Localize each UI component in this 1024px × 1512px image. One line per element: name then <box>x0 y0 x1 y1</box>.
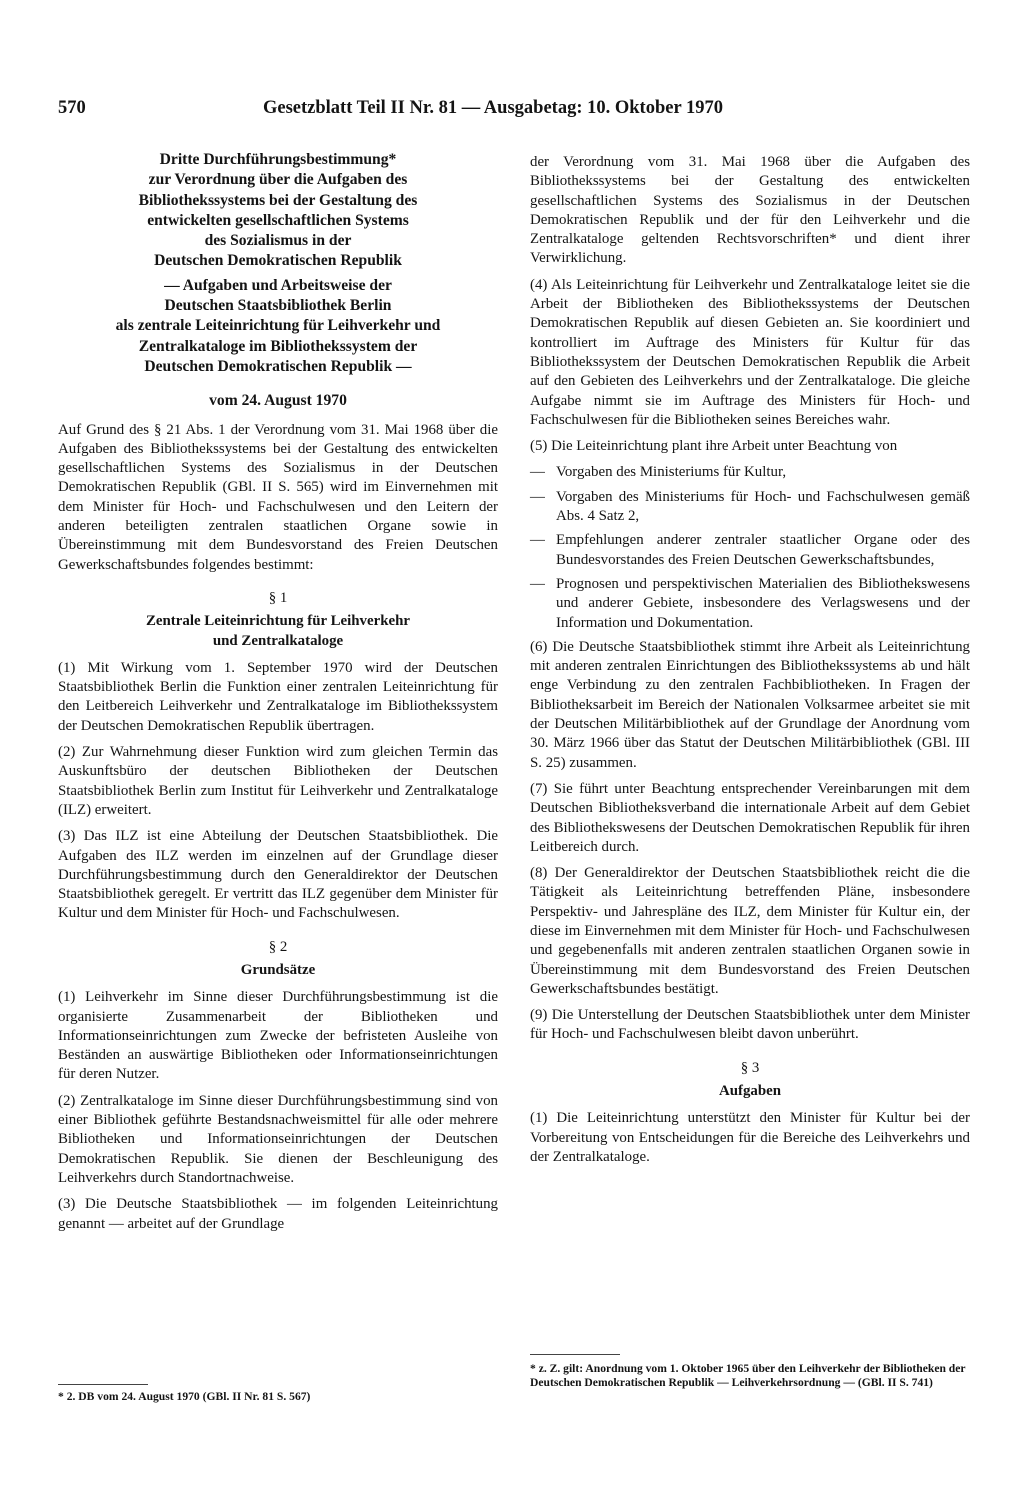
title-line: Dritte Durchführungsbestimmung* <box>159 151 397 168</box>
running-title: Gesetzblatt Teil II Nr. 81 — Ausgabetag: 10. Oktober 1970 <box>263 98 723 118</box>
subtitle-line: Zentralkataloge im Bibliothekssystem der <box>138 337 418 355</box>
section-2-number: § 2 <box>268 938 288 955</box>
heading-line: und Zentralkataloge <box>212 632 344 649</box>
left-column <box>58 150 498 1241</box>
dash-mark: — <box>530 464 545 481</box>
paragraph: (5) Die Leiteinrichtung plant ihre Arbeit unter Beachtung von <box>530 438 898 455</box>
footnote-left: * 2. DB vom 24. August 1970 (GBl. II Nr. 81 S. 567) <box>58 1390 311 1403</box>
paragraph: (3) Die Deutsche Staatsbibliothek — im folgenden Leiteinrichtung genannt — arbeitet auf der Grundlage <box>58 1196 498 1232</box>
paragraph: (1) Leihverkehr im Sinne dieser Durchführungsbestimmung ist die organisierte Zusammenarbeit der Bibliotheken und Informationseinrichtungen zum Zwecke der befristeten Ausleihe von Beständen an auswärtige Bibliotheken oder Informationseinrichtungen für deren Nutzer. <box>58 989 498 1083</box>
right-column <box>530 153 970 1174</box>
preamble: Auf Grund des § 21 Abs. 1 der Verordnung vom 31. Mai 1968 über die Aufgaben des Bibliothekssystems bei der Gestaltung des entwickelten gesellschaftlichen Systems des Sozialismus in der Deutschen Demokratischen Republik (GBl. II S. 565) wird im Einvernehmen mit dem Minister für Hoch- und Fachschulwesen und den Leitern der anderen beteiligten zentralen staatlichen Organe sowie in Übereinstimmung mit dem Bundesvorstand des Freien Deutschen Gewerkschaftsbundes folgendes bestimmt: <box>58 421 498 573</box>
subtitle-line: als zentrale Leiteinrichtung für Leihverkehr und <box>115 317 441 335</box>
heading-line: Zentrale Leiteinrichtung für Leihverkehr <box>145 613 410 630</box>
dash-mark: — <box>530 575 545 592</box>
dash-item-text: Vorgaben des Ministeriums für Hoch- und Fachschulwesen gemäß Abs. 4 Satz 2, <box>556 488 970 525</box>
dash-item-text: Prognosen und perspektivischen Materialien des Bibliothekswesens und anderer Gebiete, insbesondere des Verlagswesens und der Information und Dokumentation. <box>556 575 970 631</box>
dash-mark: — <box>530 532 545 549</box>
paragraph: (8) Der Generaldirektor der Deutschen Staatsbibliothek reicht die die Tätigkeit als Leiteinrichtung betreffenden Pläne, insbesondere Perspektiv- und Jahrespläne des ILZ, dem Minister für Kultur ein, der diese im Einvernehmen mit dem Minister für Hoch- und Fachschulwesen und gegebenenfalls mit anderen zentralen staatlichen Organen sowie in Übereinstimmung mit dem Bundesvorstand des Freien Deutschen Gewerkschaftsbundes bestätigt. <box>530 865 970 997</box>
footnote-rule <box>58 1384 148 1385</box>
dash-item-text: Empfehlungen anderer zentraler staatlicher Organe oder des Bundesvorstandes des Freien Deutschen Gewerkschaftsbundes, <box>556 532 970 568</box>
section-1-heading <box>58 612 498 651</box>
dash-list-item <box>530 488 970 527</box>
paragraph: (9) Die Unterstellung der Deutschen Staatsbibliothek unter dem Minister für Hoch- und Fachschulwesen bleibt davon unberührt. <box>530 1007 970 1043</box>
dash-list-item <box>530 575 970 633</box>
paragraph: (2) Zentralkataloge im Sinne dieser Durchführungsbestimmung sind von einer Bibliothek geführte Bestandsnachweismittel für alle oder mehrere Bibliotheken und Informationseinrichtungen der Deutschen Demokratischen Republik. Sie dienen der Beschleunigung des Leihverkehrs durch Standortnachweise. <box>58 1092 498 1186</box>
paragraph: der Verordnung vom 31. Mai 1968 über die Aufgaben des Bibliothekssystems bei der Gestaltung des entwickelten gesellschaftlichen Systems des Sozialismus in der Deutschen Demokratischen Republik und der für den Leihverkehr und die Zentralkataloge geltenden Rechtsvorschriften* und dient ihrer Verwirklichung. <box>530 154 970 267</box>
subtitle-line: Deutschen Staatsbibliothek Berlin <box>164 297 392 315</box>
title-line: Bibliothekssystems bei der Gestaltung des <box>138 191 418 209</box>
document-title <box>58 150 498 272</box>
paragraph: (3) Das ILZ ist eine Abteilung der Deutschen Staatsbibliothek. Die Aufgaben des ILZ werden im einzelnen auf der Grundlage dieser Durchführungsbestimmung durch den Generaldirektor der Deutschen Staatsbibliothek geregelt. Er vertritt das ILZ gegenüber dem Minister für Kultur und dem Minister für Hoch- und Fachschulwesen. <box>58 828 498 922</box>
title-line: entwickelten gesellschaftlichen Systems <box>147 211 409 229</box>
paragraph: (2) Zur Wahrnehmung dieser Funktion wird zum gleichen Termin das Auskunftsbüro der deutschen Bibliotheken der Deutschen Staatsbibliothek Berlin zum Institut für Leihverkehr und Zentralkataloge (ILZ) erweitert. <box>58 744 498 818</box>
section-1-number: § 1 <box>268 589 288 606</box>
subtitle-line: Deutschen Demokratischen Republik — <box>144 357 412 375</box>
subtitle-line: — Aufgaben und Arbeitsweise der <box>164 276 392 294</box>
dash-mark: — <box>530 488 545 505</box>
title-line: zur Verordnung über die Aufgaben des <box>148 171 408 189</box>
section-3-heading: Aufgaben <box>718 1083 782 1100</box>
paragraph: (6) Die Deutsche Staatsbibliothek stimmt ihre Arbeit als Leiteinrichtung mit anderen zentralen Einrichtungen des Bibliothekssystems ab und hält enge Verbindung zu den zentralen Fachbibliotheken. In Fragen der Bibliotheksarbeit im Bereich der Nationalen Volksarmee arbeitet sie mit der Deutschen Militärbibliothek auf der Grundlage der Anordnung vom 30. März 1966 über das Statut der Deutschen Militärbibliothek (GBl. III S. 25) zusammen. <box>530 638 970 771</box>
title-line: des Sozialismus in der <box>204 232 352 250</box>
paragraph: (1) Mit Wirkung vom 1. September 1970 wird der Deutschen Staatsbibliothek Berlin die Funktion einer zentralen Leiteinrichtung für den Leitbereich Leihverkehr und Zentralkataloge im Bibliothekssystem der Deutschen Demokratischen Republik übertragen. <box>58 659 498 734</box>
paragraph: (7) Sie führt unter Beachtung entsprechender Vereinbarungen mit dem Deutschen Bibliotheksverband die internationale Arbeit auf dem Gebiet des Bibliothekswesens der Deutschen Demokratischen Republik für ihren Leitbereich durch. <box>530 780 970 855</box>
title-line: Deutschen Demokratischen Republik <box>154 252 402 270</box>
dash-list-item <box>530 531 970 570</box>
footnote-right: * z. Z. gilt: Anordnung vom 1. Oktober 1965 über den Leihverkehr der Bibliotheken der Deutschen Demokratischen Republik — Leihverkehrsordnung — (GBl. II S. 741) <box>530 1362 966 1389</box>
document-subtitle <box>58 276 498 377</box>
section-2-heading: Grundsätze <box>240 961 316 978</box>
dash-item-text: Vorgaben des Ministeriums für Kultur, <box>556 464 787 481</box>
dash-list-item <box>530 463 970 482</box>
page-header <box>58 98 958 124</box>
page-number: 570 <box>58 98 86 118</box>
document-date: vom 24. August 1970 <box>209 392 347 410</box>
section-3-number: § 3 <box>740 1059 760 1076</box>
paragraph: (1) Die Leiteinrichtung unterstützt den Minister für Kultur bei der Vorbereitung von Entscheidungen für die Bereiche des Leihverkehrs und der Zentralkataloge. <box>530 1110 970 1165</box>
paragraph: (4) Als Leiteinrichtung für Leihverkehr und Zentralkataloge leitet sie die Arbeit der Bibliotheken des Bibliothekssystems der Deutschen Demokratischen Republik auf diesen Gebieten an. Sie koordiniert und kontrolliert im Auftrage des Ministers für Kultur für das Bibliothekssystem der Deutschen Demokratischen Republik die Arbeit auf den Gebieten des Leihverkehrs und der Zentralkataloge. Die gleiche Aufgabe nimmt sie im Auftrage des Ministers für Hoch- und Fachschulwesen für die Bibliotheken seines Bereiches wahr. <box>530 276 970 428</box>
footnote-rule <box>530 1354 620 1355</box>
